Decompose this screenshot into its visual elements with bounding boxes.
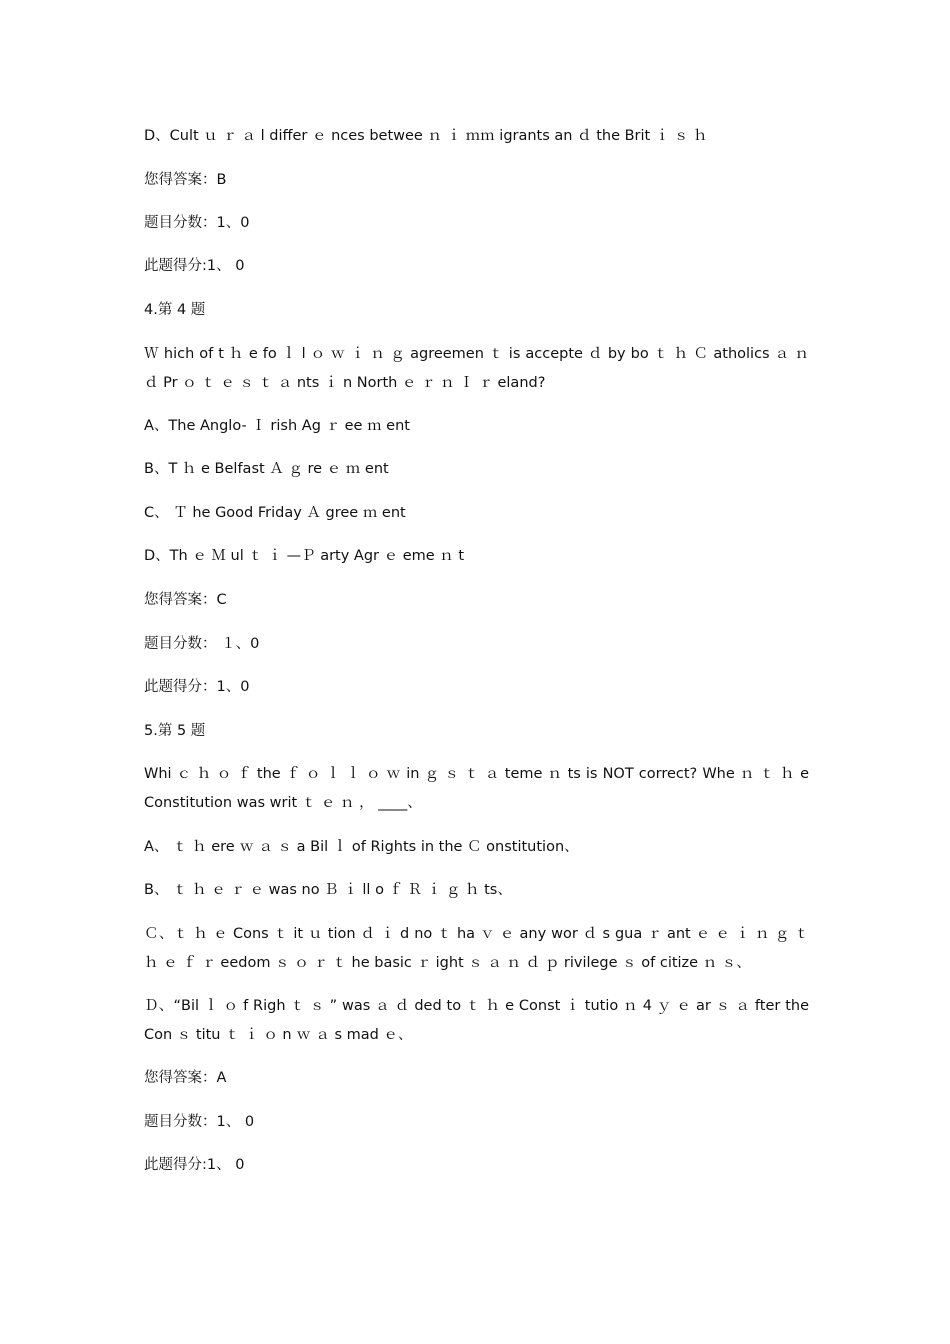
q4-question-score: 题目分数： １、0 — [144, 636, 260, 652]
q5-option-d: Ｄ、“Bil ｌ ｏ f Righ ｔ ｓ ” was ａ ｄ ded to ｔ ｈ e Const ｉ tutio ｎ 4 ｙ ｅ ar ｓ ａ fter the Con ｓ titu ｔ ｉ ｏ n ｗ ａ s mad ｅ、 — [144, 998, 814, 1043]
q5-option-c: Ｃ、ｔ ｈ ｅ Cons ｔ it ｕ tion ｄ ｉ d no ｔ ha ｖ ｅ any wor ｄ s gua ｒ ant ｅ ｅ ｉ ｎ ｇ ｔ ｈ ｅ ｆ ｒ eedom ｓ ｏ ｒ ｔ he basic ｒ ight ｓ ａ ｎ ｄ ｐ rivilege ｓ of citize ｎ ｓ、 — [144, 926, 814, 971]
q5-your-answer: 您得答案：A — [144, 1070, 227, 1086]
q5-option-b: B、 ｔ ｈ ｅ ｒ ｅ was no Ｂ ｉ ll o ｆ Ｒ ｉ ｇ ｈ ts、 — [144, 882, 512, 898]
q3-option-d: D、Cult ｕ ｒ ａ l differ ｅ nces betwee ｎ ｉ ｍｍ igrants an ｄ the Brit ｉ ｓ ｈ — [144, 128, 708, 144]
q3-earned-score: 此题得分:1、 0 — [144, 258, 245, 274]
q4-option-a: A、The Anglo- Ｉ rish Ag ｒ ee ｍ ent — [144, 418, 410, 434]
q4-option-d: D、Th ｅ Ｍ ul ｔ ｉ —Ｐ arty Agr ｅ eme ｎ t — [144, 548, 465, 564]
q5-earned-score: 此题得分:1、 0 — [144, 1157, 245, 1173]
q3-your-answer: 您得答案：B — [144, 172, 227, 188]
q4-heading: 4.第 4 题 — [144, 302, 206, 318]
q4-earned-score: 此题得分：1、0 — [144, 679, 250, 695]
q5-heading: 5.第 5 题 — [144, 723, 206, 739]
q5-question-text: Whi ｃ ｈ ｏ ｆ the ｆ ｏ ｌ ｌ ｏ ｗ in ｇ ｓ ｔ ａ teme ｎ ts is NOT correct? Whe ｎ ｔ ｈ e Constitution was writ ｔ ｅ ｎ ， ____、 — [144, 766, 814, 811]
q4-option-c: C、 Ｔ he Good Friday Ａ gree ｍ ent — [144, 505, 406, 521]
q4-your-answer: 您得答案：C — [144, 592, 227, 608]
q5-option-a: A、 ｔ ｈ ere ｗ ａ ｓ a Bil ｌ of Rights in the Ｃ onstitution、 — [144, 839, 579, 855]
q3-question-score: 题目分数：1、0 — [144, 215, 250, 231]
q4-option-b: B、T ｈ e Belfast Ａ ｇ re ｅ ｍ ent — [144, 461, 389, 477]
q5-question-score: 题目分数：1、 0 — [144, 1114, 255, 1130]
q4-question-text: Ｗ hich of t ｈ e fo ｌ l ｏ ｗ ｉ ｎ ｇ agreemen ｔ is accepte ｄ by bo ｔ ｈ Ｃ atholics ａ ｎ ｄ Pr ｏ ｔ ｅ ｓ ｔ ａ nts ｉ n North ｅ ｒ ｎ Ｉ ｒ eland? — [144, 346, 814, 391]
